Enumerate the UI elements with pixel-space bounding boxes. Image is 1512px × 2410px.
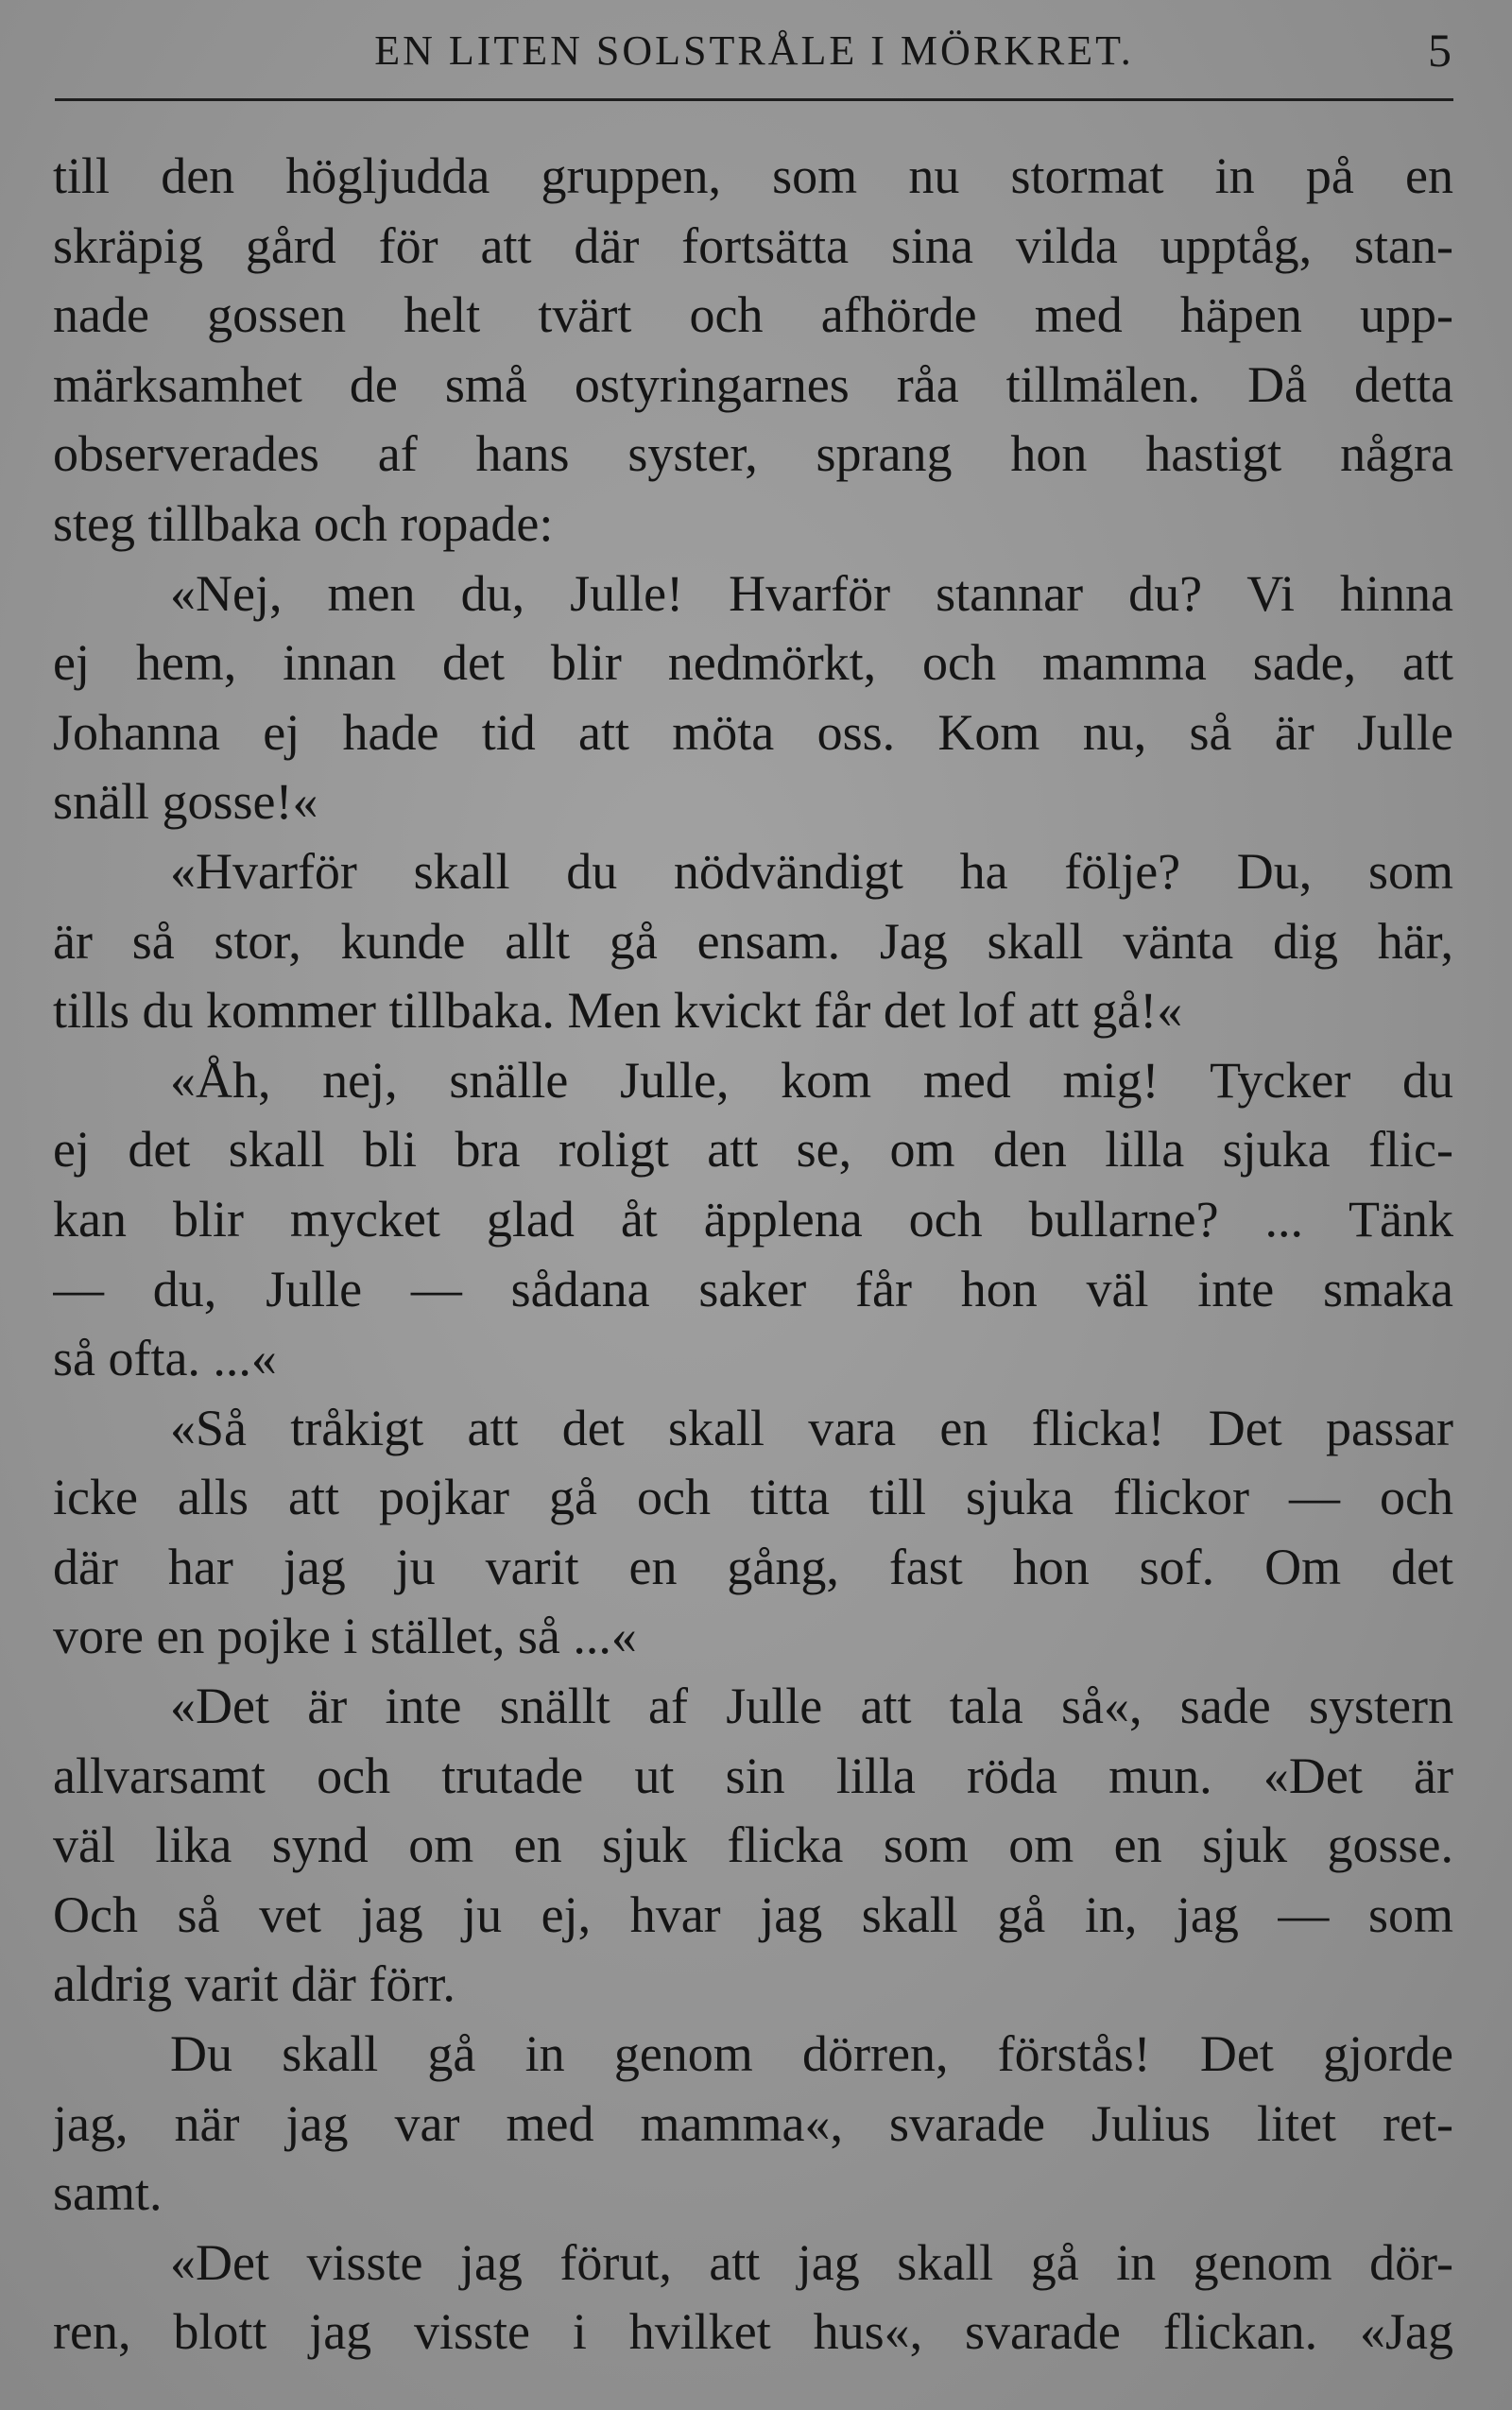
text-line: vore en pojke i stället, så ...« xyxy=(53,1608,637,1665)
text-line: icke alls att pojkar gå och titta till sjuka flickor — och xyxy=(53,1469,1453,1526)
text-line: Du skall gå in genom dörren, förstås! Det gjorde xyxy=(170,2025,1453,2083)
text-line: «Hvarför skall du nödvändigt ha följe? Du, som xyxy=(170,842,1453,900)
running-head xyxy=(55,23,1453,106)
text-line: «Det är inte snällt af Julle att tala så«, sade systern xyxy=(170,1678,1453,1735)
text-line: väl lika synd om en sjuk flicka som om en sjuk gosse. xyxy=(53,1816,1453,1874)
text-line: Johanna ej hade tid att möta oss. Kom nu, så är Julle xyxy=(53,703,1453,761)
page-number: 5 xyxy=(1428,24,1452,77)
body-text xyxy=(53,142,1453,2367)
text-line: Och så vet jag ju ej, hvar jag skall gå in, jag — som xyxy=(53,1885,1453,1943)
text-line: aldrig varit där förr. xyxy=(53,1955,455,2013)
text-line: snäll gosse!« xyxy=(53,773,318,831)
text-line: kan blir mycket glad åt äpplena och bullarne? ... Tänk xyxy=(53,1190,1453,1248)
text-line: skräpig gård för att där fortsätta sina vilda upptåg, stan- xyxy=(53,216,1453,274)
text-line: ej hem, innan det blir nedmörkt, och mamma sade, att xyxy=(53,634,1453,692)
text-line: — du, Julle — sådana saker får hon väl inte smaka xyxy=(53,1260,1453,1317)
running-title: EN LITEN SOLSTRÅLE I MÖRKRET. xyxy=(374,27,1134,74)
header-rule xyxy=(55,98,1453,101)
text-line: märksamhet de små ostyringarnes råa tillmälen. Då detta xyxy=(53,355,1453,413)
text-line: tills du kommer tillbaka. Men kvickt får det lof att gå!« xyxy=(53,982,1183,1040)
text-line: ej det skall bli bra roligt att se, om den lilla sjuka flic- xyxy=(53,1121,1453,1179)
text-line: är så stor, kunde allt gå ensam. Jag skall vänta dig här, xyxy=(53,912,1453,970)
text-line: «Så tråkigt att det skall vara en flicka! Det passar xyxy=(170,1399,1453,1456)
text-line: till den högljudda gruppen, som nu stormat in på en xyxy=(53,147,1453,204)
text-line: allvarsamt och trutade ut sin lilla röda mun. «Det är xyxy=(53,1747,1453,1804)
text-line: «Nej, men du, Julle! Hvarför stannar du? Vi hinna xyxy=(170,564,1453,622)
text-line: ren, blott jag visste i hvilket hus«, svarade flickan. «Jag xyxy=(53,2303,1453,2361)
text-line: steg tillbaka och ropade: xyxy=(53,494,554,552)
text-line: observerades af hans syster, sprang hon hastigt några xyxy=(53,425,1453,483)
text-line: där har jag ju varit en gång, fast hon sof. Om det xyxy=(53,1538,1453,1595)
text-line: samt. xyxy=(53,2164,163,2222)
text-line: så ofta. ...« xyxy=(53,1330,277,1387)
text-line: «Det visste jag förut, att jag skall gå in genom dör- xyxy=(170,2233,1453,2291)
text-line: jag, när jag var med mamma«, svarade Julius litet ret- xyxy=(53,2094,1453,2152)
text-line: «Åh, nej, snälle Julle, kom med mig! Tycker du xyxy=(170,1051,1453,1109)
text-line: nade gossen helt tvärt och afhörde med häpen upp- xyxy=(53,286,1453,344)
